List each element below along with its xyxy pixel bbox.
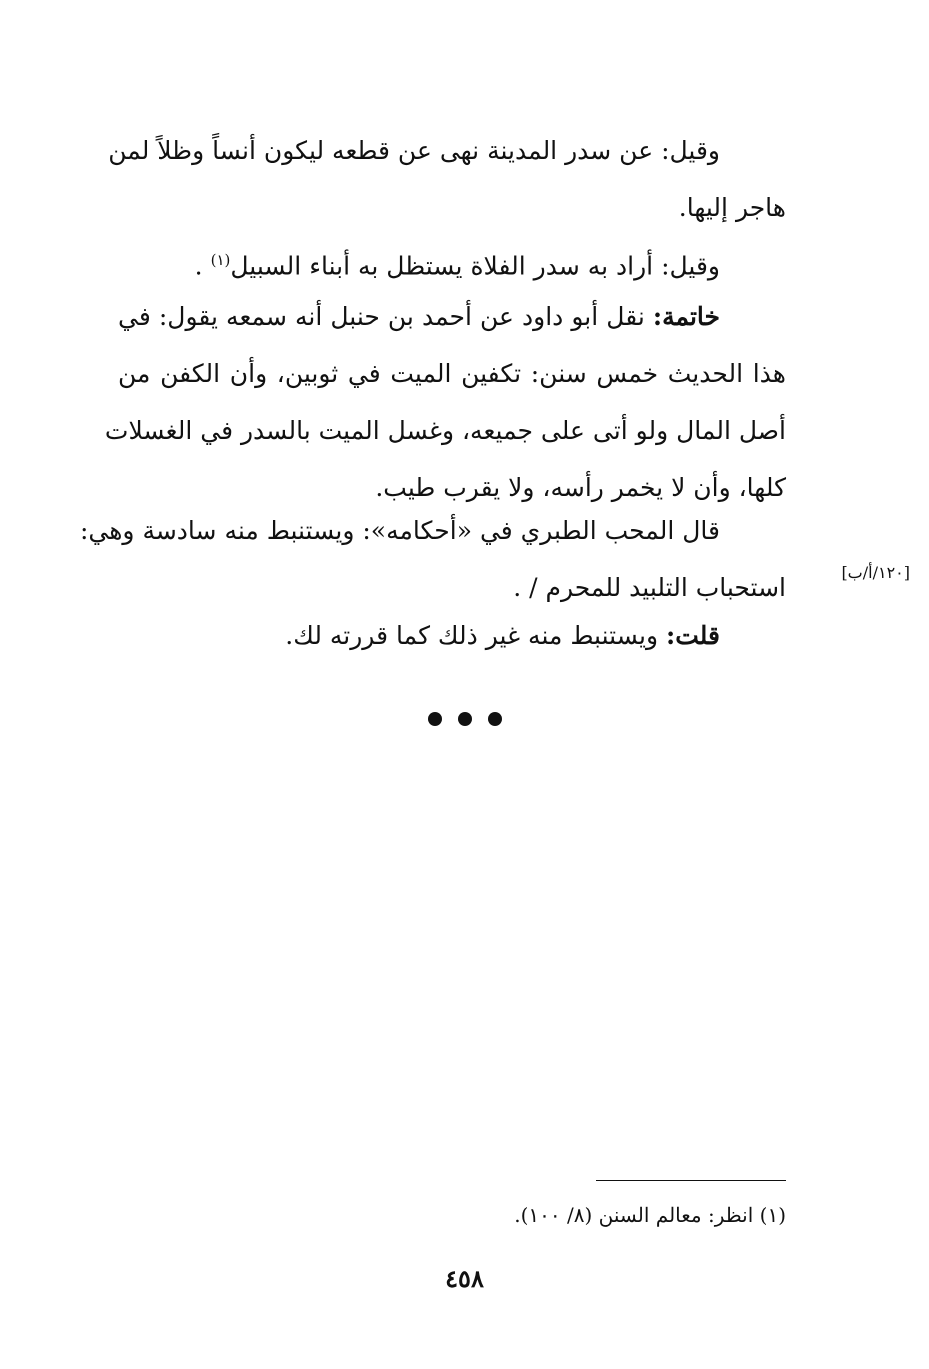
divider-dot bbox=[488, 712, 502, 726]
paragraph-3 bbox=[104, 288, 786, 516]
qultu-label: قلت: bbox=[665, 621, 720, 650]
paragraph-3-line-2: هذا الحديث خمس سنن: تكفين الميت في ثوبين، وأن الكفن من bbox=[118, 359, 786, 388]
paragraph-1-line-1: وقيل: عن سدر المدينة نهى عن قطعه ليكون أنساً وظلاً لمن bbox=[108, 136, 720, 165]
conclusion-label: خاتمة: bbox=[652, 302, 721, 331]
paragraph-3-line-1-text: نقل أبو داود عن أحمد بن حنبل أنه سمعه يقول: في bbox=[118, 302, 645, 331]
footnote: (١) انظر: معالم السنن (٨/ ١٠٠). bbox=[514, 1203, 786, 1227]
section-divider-dots bbox=[0, 711, 929, 730]
paragraph-4 bbox=[79, 502, 786, 616]
paragraph-5-text: ويستنبط منه غير ذلك كما قررته لك. bbox=[285, 621, 659, 650]
paragraph-3-line-4: كلها، وأن لا يخمر رأسه، ولا يقرب طيب. bbox=[375, 473, 786, 502]
paragraph-4-line-1: قال المحب الطبري في «أحكامه»: ويستنبط منه سادسة وهي: bbox=[79, 516, 720, 545]
paragraph-1 bbox=[108, 122, 786, 236]
page-number: ٤٥٨ bbox=[445, 1264, 484, 1293]
paragraph-5 bbox=[118, 607, 786, 664]
paragraph-2-line-1 bbox=[118, 232, 786, 289]
paragraph-3-line-3: أصل المال ولو أتى على جميعه، وغسل الميت بالسدر في الغسلات bbox=[104, 416, 786, 445]
paragraph-2-text: وقيل: أراد به سدر الفلاة يستظل به أبناء السبيل bbox=[230, 251, 720, 281]
paragraph-2 bbox=[118, 232, 786, 289]
paragraph-5-line-1 bbox=[118, 607, 786, 664]
paragraph-4-line-2: استحباب التلبيد للمحرم / . bbox=[513, 573, 786, 602]
paragraph-1-line-2: هاجر إليها. bbox=[678, 193, 786, 222]
manuscript-folio-reference: [١٢٠/أ/ب] bbox=[841, 563, 910, 582]
divider-dot bbox=[428, 712, 442, 726]
paragraph-3-line-1 bbox=[118, 288, 786, 345]
footnote-marker: (١) bbox=[210, 251, 231, 269]
paragraph-2-end: . bbox=[194, 251, 203, 281]
footnote-separator bbox=[596, 1180, 786, 1181]
divider-dot bbox=[458, 712, 472, 726]
